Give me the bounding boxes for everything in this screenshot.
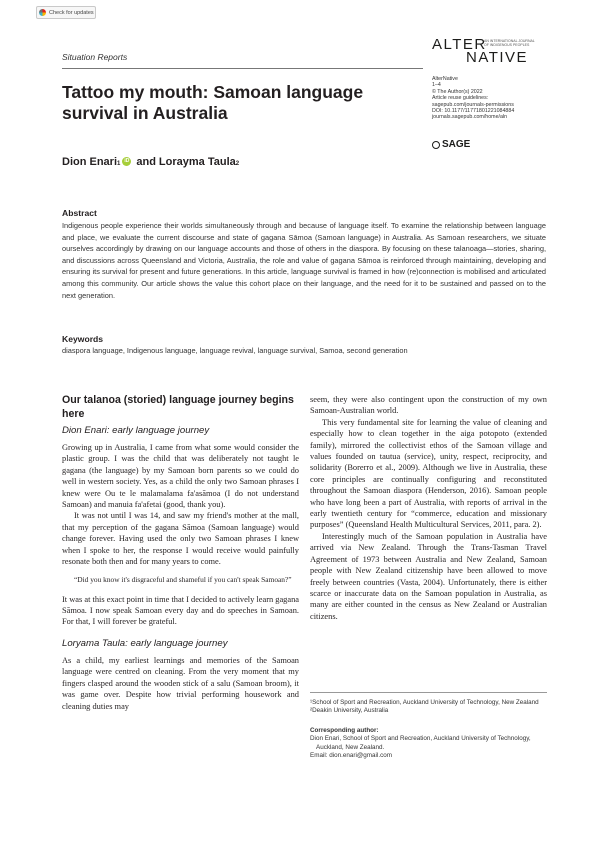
crossmark-label: Check for updates [49,9,94,16]
meta-pages: 1–4 [432,82,441,89]
corresponding-author-heading: Corresponding author: [310,726,379,734]
meta-copyright: © The Author(s) 2022 [432,88,483,95]
body-paragraph: As a child, my earliest learnings and memories of the Samoan language were centred on cleaning. From the very moment that my fingers clasped around the wooden stick of a salu (Samoan broom), it was game over. Despite how trivial performing housework and cleaning duties may [62,655,299,711]
publisher-name: SAGE [442,139,471,150]
orcid-icon[interactable]: iD [124,158,130,164]
author-line [62,156,239,169]
article-meta [432,76,552,121]
footnotes [310,699,547,760]
keywords-heading: Keywords [62,334,104,344]
keywords-text: diaspora language, Indigenous language, language revival, language survival, Samoa, second generation [62,346,408,355]
meta-home-link[interactable]: journals.sagepub.com/home/aln [432,114,508,121]
meta-doi[interactable]: DOI: 10.1177/11771801221084884 [432,108,515,115]
subsection-heading-loryama: Loryama Taula: early language journey [62,637,228,649]
journal-logo-bottom: NATIVE [466,49,529,66]
body-paragraph: Interestingly much of the Samoan population in Australia have arrived via New Zealand. Through the Trans-Tasman Travel Agreement of 1973 between Australia and New Zealand, Samoan people with New Zealand citizenship have been allowed to move freely between countries (Vasta, 2004). Unfortunately, there is either scarce or inaccurate data on the Samoan population in Australia, as many are either counted in the census as New Zealand or Australian citizens. [310,531,547,621]
publisher-logo [432,139,470,150]
body-column-right [310,394,547,622]
abstract-text: Indigenous people experience their worlds simultaneously through and because of language itself. To examine the relationship between language and place, we evaluate the current discourse and state of gagana Sāmoa (Samoan language) in Australia. As Samoan researchers, we situate ourselves accordingly by drawing on our language accounts and those of others in the diaspora. By focusing on these talanoaga—stories, sharing, and discussions across Queensland and Victoria, Australia, the role and value of gagana Sāmoa is reinforced through maintaining, developing and ensuring its survival for present and future generations. In this article, language survival is framed in how (re)connection is mobilised and articulated among this community. Our article shows the value this cohort place on their language, and the need for it to be sustained and passed on to the next generation. [62,221,546,300]
sage-circle-icon [432,141,440,149]
journal-logo-top: ALTER [432,36,487,53]
author-2-affiliation: 2 [235,161,240,167]
body-column-left [62,394,299,712]
crossmark-badge[interactable] [36,6,96,19]
journal-logo [432,36,542,64]
abstract-heading: Abstract [62,208,97,218]
meta-journal: AlterNative [432,76,458,82]
meta-reuse: Article reuse guidelines: [432,95,489,102]
body-paragraph: It was not until I was 14, and saw my friend's mother at the mall, that my perception of the gagana Sāmoa (Samoan language) would change forever. Having used the only two Samoan phrases I knew when I spoke to her, the response I would receive would painfully resonate both then and for many years to come. [62,511,299,567]
footnote-divider [310,692,547,693]
section-label: Situation Reports [62,52,128,62]
author-1-affiliation: 1 [117,161,121,167]
meta-permissions-link[interactable]: sagepub.com/journals-permissions [432,101,514,108]
header-divider [62,68,423,69]
affiliation-2: ²Deakin University, Australia [310,707,389,715]
author-conjunction: and [136,156,156,168]
crossmark-icon [39,9,46,16]
author-2-name: Lorayma Taula [158,156,236,168]
body-paragraph: Growing up in Australia, I came from what some would consider the plastic group. I was the child that was deliberately not taught le gagana (the language) by my Samoan born parents so we could do well in western society. Yes, as a child the only two Samoan phrases I knew were Ou te le malamalama fa'asāmoa (I do not understand Samoan) and manuia fa'afetai (good, thank you). [62,443,299,510]
article-title: Tattoo my mouth: Samoan language survival in Australia [62,82,364,123]
body-paragraph: seem, they were also contingent upon the construction of my own Samoan-Australian world. [310,395,547,416]
corresponding-author-email[interactable]: Email: dion.enari@gmail.com [310,752,392,760]
corresponding-author-details: Dion Enari, School of Sport and Recreation, Auckland University of Technology, Auckland, New Zealand. [310,735,531,751]
body-paragraph: It was at this exact point in time that I decided to actively learn gagana Sāmoa. I now speak Samoan every day and do speeches in Samoan. For that, I will forever be grateful. [62,594,299,627]
author-1-name: Dion Enari [62,156,118,168]
affiliation-1: ¹School of Sport and Recreation, Auckland University of Technology, New Zealand [310,699,539,706]
journal-logo-subtitle: AN INTERNATIONAL JOURNAL OF INDIGENOUS PEOPLES [484,39,535,47]
section-heading: Our talanoa (storied) language journey begins here [62,394,294,420]
body-paragraph: This very fundamental site for learning the value of cleaning and especially how to clean together in the aiga potopoto (extended family), mirrored the collectivist ethos of the Samoan village and values founded on tautua (service), unity, respect, reciprocity, and solidarity (Borerro et al., 2009). Although we live in Australia, these core principles are continually configuring and reconstituted throughout the Samoan diaspora (Henderson, 2016). Samoan people who have long been a part of Australia, with reports of arrival in the early twentieth century for “commerce, education and missionary purposes” (Queensland Health Multicultural Services, 2011, para. 2). [310,417,547,530]
subsection-heading-dion: Dion Enari: early language journey [62,425,210,436]
block-quote: “Did you know it's disgraceful and shameful if you can't speak Samoan?” [74,575,292,585]
